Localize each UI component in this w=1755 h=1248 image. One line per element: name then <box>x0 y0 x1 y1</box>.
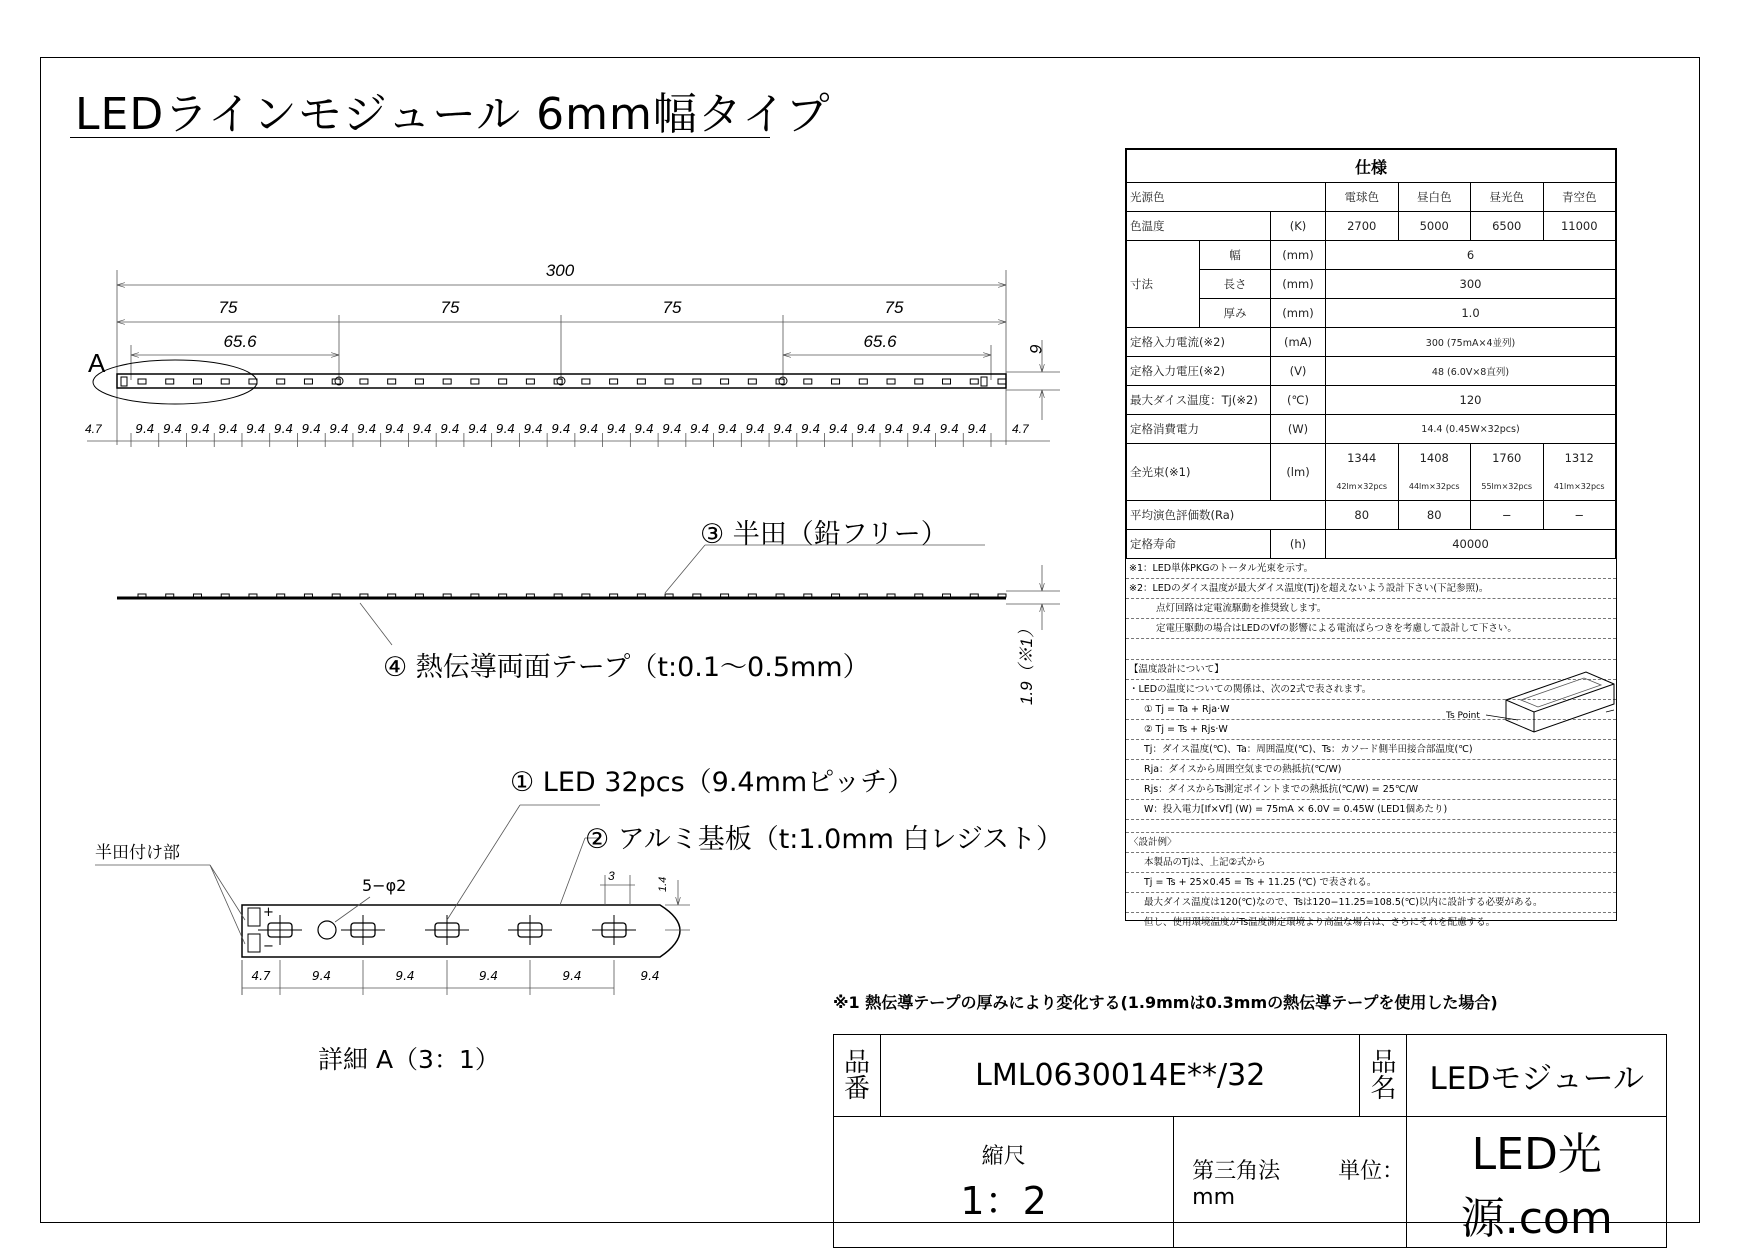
pitch-label: 9.4 <box>551 422 571 436</box>
example-line: 本製品のTjは、上記②式から <box>1126 853 1616 873</box>
pitch-dimension-row <box>131 422 991 447</box>
led-chip <box>138 379 146 384</box>
spec-light-color-label: 光源色 <box>1127 183 1326 212</box>
spec-color-temp: 6500 <box>1471 212 1544 241</box>
detail-caption: 詳細 A（3：1） <box>318 1045 500 1074</box>
led-chip <box>665 379 673 384</box>
spec-color-temp: 2700 <box>1326 212 1399 241</box>
mount-hole <box>318 921 336 939</box>
detail-pitch-dims <box>242 960 660 995</box>
spec-life-label: 定格寿命 <box>1127 530 1271 559</box>
thermal-eq2: ② Tj = Ts + Rjs·W <box>1126 720 1616 740</box>
spec-current-label: 定格入力電流(※2) <box>1127 328 1271 357</box>
dim-overall: 300 <box>545 261 575 280</box>
pitch-label: 9.4 <box>967 422 987 436</box>
spec-flux-sub: 42lm×32pcs <box>1326 472 1399 501</box>
pitch-label: 9.4 <box>828 422 848 436</box>
spec-tj-val: 120 <box>1326 386 1616 415</box>
example-line: 最大ダイス温度は120(℃)なので、Tsは120−11.25=108.5(℃)以内に設計する必要がある。 <box>1126 893 1616 913</box>
scale-value: 1：2 <box>960 1179 1047 1223</box>
spec-header: 仕様 <box>1127 150 1616 183</box>
footnote: ※1 熱伝導テープの厚みにより変化する(1.9mmは0.3mmの熱伝導テープを使用した場合) <box>833 993 1498 1012</box>
solder-pad <box>981 377 987 386</box>
title-block <box>833 1034 1667 1244</box>
spec-unit: (mm) <box>1271 299 1326 328</box>
spec-cri: 80 <box>1398 501 1471 530</box>
solder-dot <box>166 594 174 597</box>
led-chip <box>193 379 201 384</box>
spec-light-color: 電球色 <box>1326 183 1399 212</box>
pitch-label: 9.4 <box>606 422 627 436</box>
board-label: ② アルミ基板（t:1.0mm 白レジスト） <box>585 824 1064 855</box>
led-chip <box>637 379 645 384</box>
led-chip <box>277 379 285 384</box>
detail-marker-a: A <box>88 348 106 378</box>
spec-current-val: 300 (75mA×4並列) <box>1326 328 1616 357</box>
pitch-label: 9.4 <box>912 422 932 436</box>
spec-length-label: 長さ <box>1200 270 1271 299</box>
pitch-label: 9.4 <box>385 422 405 436</box>
solder-dot <box>859 594 867 597</box>
solder-dot <box>776 594 784 597</box>
detail-pitch-label: 9.4 <box>478 969 499 983</box>
solder-label: ③ 半田（鉛フリー） <box>700 519 948 550</box>
solder-dot <box>193 594 201 597</box>
led-chip <box>471 379 479 384</box>
dim-seg-1: 75 <box>218 298 238 317</box>
pitch-label: 9.4 <box>135 422 155 436</box>
spec-unit: (℃) <box>1271 386 1326 415</box>
solder-dot <box>526 594 534 597</box>
top-view-dim-labels <box>85 261 1045 436</box>
spec-unit: (W) <box>1271 415 1326 444</box>
solder-dot <box>221 594 229 597</box>
brand: LED光源.com <box>1407 1117 1667 1248</box>
solder-dot <box>277 594 285 597</box>
hole-label: 5−φ2 <box>362 876 407 895</box>
dim-seg-3: 75 <box>662 298 682 317</box>
led-chip <box>721 379 729 384</box>
led-chip <box>887 379 895 384</box>
name-label: 品名 <box>1360 1035 1407 1117</box>
dim-thickness: 1.9（※1） <box>1017 620 1036 705</box>
solder-dot <box>249 594 257 597</box>
spec-flux-label: 全光束(※1) <box>1127 444 1271 501</box>
led-chip <box>499 379 507 384</box>
solder-part-label: 半田付け部 <box>95 843 180 863</box>
spec-life-val: 40000 <box>1326 530 1616 559</box>
solder-dot <box>304 594 312 597</box>
solder-dot <box>582 594 590 597</box>
solder-dot <box>471 594 479 597</box>
spec-light-color: 昼白色 <box>1398 183 1471 212</box>
pitch-label: 9.4 <box>801 422 821 436</box>
led-label: ① LED 32pcs（9.4mmピッチ） <box>510 767 915 798</box>
solder-dot <box>804 594 812 597</box>
detail-pitch-label: 4.7 <box>251 969 271 983</box>
led-chip <box>249 379 257 384</box>
solder-dot <box>998 594 1006 597</box>
spec-width-val: 6 <box>1326 241 1616 270</box>
part-no: LML0630014E**/32 <box>881 1035 1360 1117</box>
pitch-label: 9.4 <box>856 422 876 436</box>
solder-dot <box>637 594 645 597</box>
detail-pitch-label: 9.4 <box>562 969 582 983</box>
pitch-label: 9.4 <box>468 422 488 436</box>
spec-dim-label: 寸法 <box>1127 241 1200 328</box>
spec-flux: 1760 <box>1471 444 1544 473</box>
led-chip <box>526 379 534 384</box>
thermal-design-section <box>1126 660 1616 932</box>
pitch-label: 9.4 <box>495 422 516 436</box>
spec-cri: 80 <box>1326 501 1399 530</box>
pitch-label: 9.4 <box>745 422 765 436</box>
spec-power-val: 14.4 (0.45W×32pcs) <box>1326 415 1616 444</box>
solder-dot <box>499 594 507 597</box>
example-line: 但し、使用環境温度がTs温度測定環境より高温な場合は、さらにそれを配慮する。 <box>1144 917 1496 928</box>
projection: 第三角法 <box>1192 1159 1281 1184</box>
spec-note: 点灯回路は定電流駆動を推奨致します。 <box>1126 599 1616 619</box>
spec-flux-sub: 41lm×32pcs <box>1543 472 1616 501</box>
pitch-label: 9.4 <box>218 422 238 436</box>
strip-top-view <box>117 374 1006 388</box>
solder-dot <box>415 594 423 597</box>
side-view-leaders <box>360 545 1060 645</box>
detail-pitch-label: 9.4 <box>311 969 332 983</box>
product-name: LEDモジュール <box>1407 1035 1667 1117</box>
spec-cri: − <box>1543 501 1616 530</box>
dim-edge-left: 4.7 <box>85 422 102 436</box>
scale-label: 縮尺 <box>981 1144 1026 1169</box>
solder-dot <box>665 594 673 597</box>
pad-plus <box>248 908 260 926</box>
pitch-label: 9.4 <box>662 422 682 436</box>
tape-label: ④ 熱伝導両面テープ（t:0.1〜0.5mm） <box>383 652 870 683</box>
led-row <box>121 377 1006 386</box>
spec-unit: (mm) <box>1271 270 1326 299</box>
spec-unit: (mA) <box>1271 328 1326 357</box>
spec-power-label: 定格消費電力 <box>1127 415 1271 444</box>
minus-sign: − <box>263 939 274 954</box>
solder-dot <box>610 594 618 597</box>
detail-small-labels <box>95 843 669 954</box>
solder-dot <box>832 594 840 597</box>
solder-dot <box>360 594 368 597</box>
spec-flux-sub: 44lm×32pcs <box>1398 472 1471 501</box>
dim-edge-right: 4.7 <box>1012 422 1029 436</box>
pitch-label: 9.4 <box>579 422 599 436</box>
pitch-label: 9.4 <box>412 422 432 436</box>
led-chip <box>804 379 812 384</box>
ts-point-label: Ts Point <box>1446 711 1480 721</box>
spec-flux: 1312 <box>1543 444 1616 473</box>
pitch-label: 9.4 <box>884 422 904 436</box>
solder-dot <box>970 594 978 597</box>
spec-light-color: 昼光色 <box>1471 183 1544 212</box>
spec-note: ※2：LEDのダイス温度が最大ダイス温度(Tj)を超えないよう設計下さい(下記参照)。 <box>1126 579 1616 599</box>
pitch-label: 9.4 <box>773 422 793 436</box>
led-chip <box>443 379 451 384</box>
solder-dot <box>554 594 562 597</box>
solder-dot <box>887 594 895 597</box>
pitch-label: 9.4 <box>246 422 266 436</box>
spec-voltage-label: 定格入力電圧(※2) <box>1127 357 1271 386</box>
led-chip <box>582 379 590 384</box>
dim-width: 6 <box>1026 344 1045 354</box>
led-chip <box>360 379 368 384</box>
example-title: 〈設計例〉 <box>1126 833 1616 853</box>
pitch-label: 9.4 <box>939 422 959 436</box>
led-chip <box>304 379 312 384</box>
pitch-label: 9.4 <box>717 422 737 436</box>
solder-pad <box>121 377 127 386</box>
led-chip <box>415 379 423 384</box>
spec-cri-label: 平均演色評価数(Ra) <box>1127 501 1326 530</box>
spec-color-temp-label: 色温度 <box>1127 212 1271 241</box>
solder-dot <box>748 594 756 597</box>
led-chip <box>998 379 1006 384</box>
pitch-label: 9.4 <box>301 422 321 436</box>
pitch-label: 9.4 <box>440 422 460 436</box>
pitch-label: 9.4 <box>329 422 349 436</box>
spec-thickness-val: 1.0 <box>1326 299 1616 328</box>
solder-dot <box>721 594 729 597</box>
led-chip <box>221 379 229 384</box>
top-view-dimensions <box>87 270 1060 445</box>
example-line: Tj = Ts + 25×0.45 = Ts + 11.25 (℃) で表される。 <box>1126 873 1616 893</box>
spec-unit: (h) <box>1271 530 1326 559</box>
solder-dot <box>332 594 340 597</box>
dim-1-4: 1.4 <box>657 876 669 892</box>
spec-tj-label: 最大ダイス温度：Tj(※2) <box>1127 386 1271 415</box>
spec-length-val: 300 <box>1326 270 1616 299</box>
unit: 単位：mm <box>1192 1159 1405 1210</box>
spec-table <box>1125 148 1617 928</box>
spec-width-label: 幅 <box>1200 241 1271 270</box>
thermal-intro: ・LEDの温度についての関係は、次の2式で表されます。 <box>1126 680 1616 700</box>
pad-minus <box>248 934 260 952</box>
spec-unit: (lm) <box>1271 444 1326 501</box>
spec-cri: − <box>1471 501 1544 530</box>
spec-unit: (mm) <box>1271 241 1326 270</box>
led-chip <box>859 379 867 384</box>
led-chip <box>693 379 701 384</box>
ts-point-sketch <box>1446 660 1616 740</box>
solder-dot <box>943 594 951 597</box>
spec-unit: (K) <box>1271 212 1326 241</box>
plus-sign: + <box>263 905 274 920</box>
spec-flux: 1344 <box>1326 444 1399 473</box>
thermal-eq1: ① Tj = Ta + Rja·W <box>1126 700 1616 720</box>
solder-dot <box>443 594 451 597</box>
dim-seg-4: 75 <box>884 298 904 317</box>
pitch-label: 9.4 <box>163 422 183 436</box>
led-chip <box>388 379 396 384</box>
dim-seg-2: 75 <box>440 298 460 317</box>
pitch-label: 9.4 <box>357 422 377 436</box>
led-chip <box>610 379 618 384</box>
dim-span-left: 65.6 <box>223 332 257 351</box>
dim-3: 3 <box>608 869 615 883</box>
dim-span-right: 65.6 <box>863 332 897 351</box>
drawing-title: LEDラインモジュール 6mm幅タイプ <box>75 89 831 140</box>
solder-dot <box>138 594 146 597</box>
spec-unit: (V) <box>1271 357 1326 386</box>
thermal-def: W：投入電力[If×Vf] (W) = 75mA × 6.0V = 0.45W (LED1個あたり) <box>1126 800 1616 820</box>
pitch-label: 9.4 <box>523 422 543 436</box>
solder-dot <box>915 594 923 597</box>
solder-dot <box>388 594 396 597</box>
solder-dot <box>693 594 701 597</box>
led-chip <box>970 379 978 384</box>
thermal-def: Tj：ダイス温度(℃)、Ta：周囲温度(℃)、Ts：カソード側半田接合部温度(℃) <box>1126 740 1616 760</box>
spec-voltage-val: 48 (6.0V×8直列) <box>1326 357 1616 386</box>
pitch-label: 9.4 <box>690 422 710 436</box>
spec-flux: 1408 <box>1398 444 1471 473</box>
spec-color-temp: 11000 <box>1543 212 1616 241</box>
thermal-def: Rja：ダイスから周囲空気までの熱抵抗(℃/W) <box>1126 760 1616 780</box>
part-no-label: 品番 <box>834 1035 881 1117</box>
spec-note: 定電圧駆動の場合はLEDのVfの影響による電流ばらつきを考慮して設計して下さい。 <box>1126 619 1616 639</box>
detail-pitch-label: 9.4 <box>395 969 415 983</box>
pitch-label: 9.4 <box>190 422 210 436</box>
thermal-title: 【温度設計について】 <box>1126 660 1616 680</box>
spec-light-color: 青空色 <box>1543 183 1616 212</box>
thermal-def: Rjs：ダイスからTs測定ポイントまでの熱抵抗(℃/W) = 25℃/W <box>1126 780 1616 800</box>
led-chip <box>915 379 923 384</box>
led-chip <box>166 379 174 384</box>
detail-pitch-label: 9.4 <box>640 969 660 983</box>
spec-thickness-label: 厚み <box>1200 299 1271 328</box>
led-chip <box>832 379 840 384</box>
pitch-label: 9.4 <box>274 422 294 436</box>
led-chip <box>943 379 951 384</box>
spec-color-temp: 5000 <box>1398 212 1471 241</box>
pitch-label: 9.4 <box>634 422 654 436</box>
spec-flux-sub: 55lm×32pcs <box>1471 472 1544 501</box>
spec-note: ※1：LED単体PKGのトータル光束を示す。 <box>1126 559 1616 579</box>
led-chip <box>748 379 756 384</box>
